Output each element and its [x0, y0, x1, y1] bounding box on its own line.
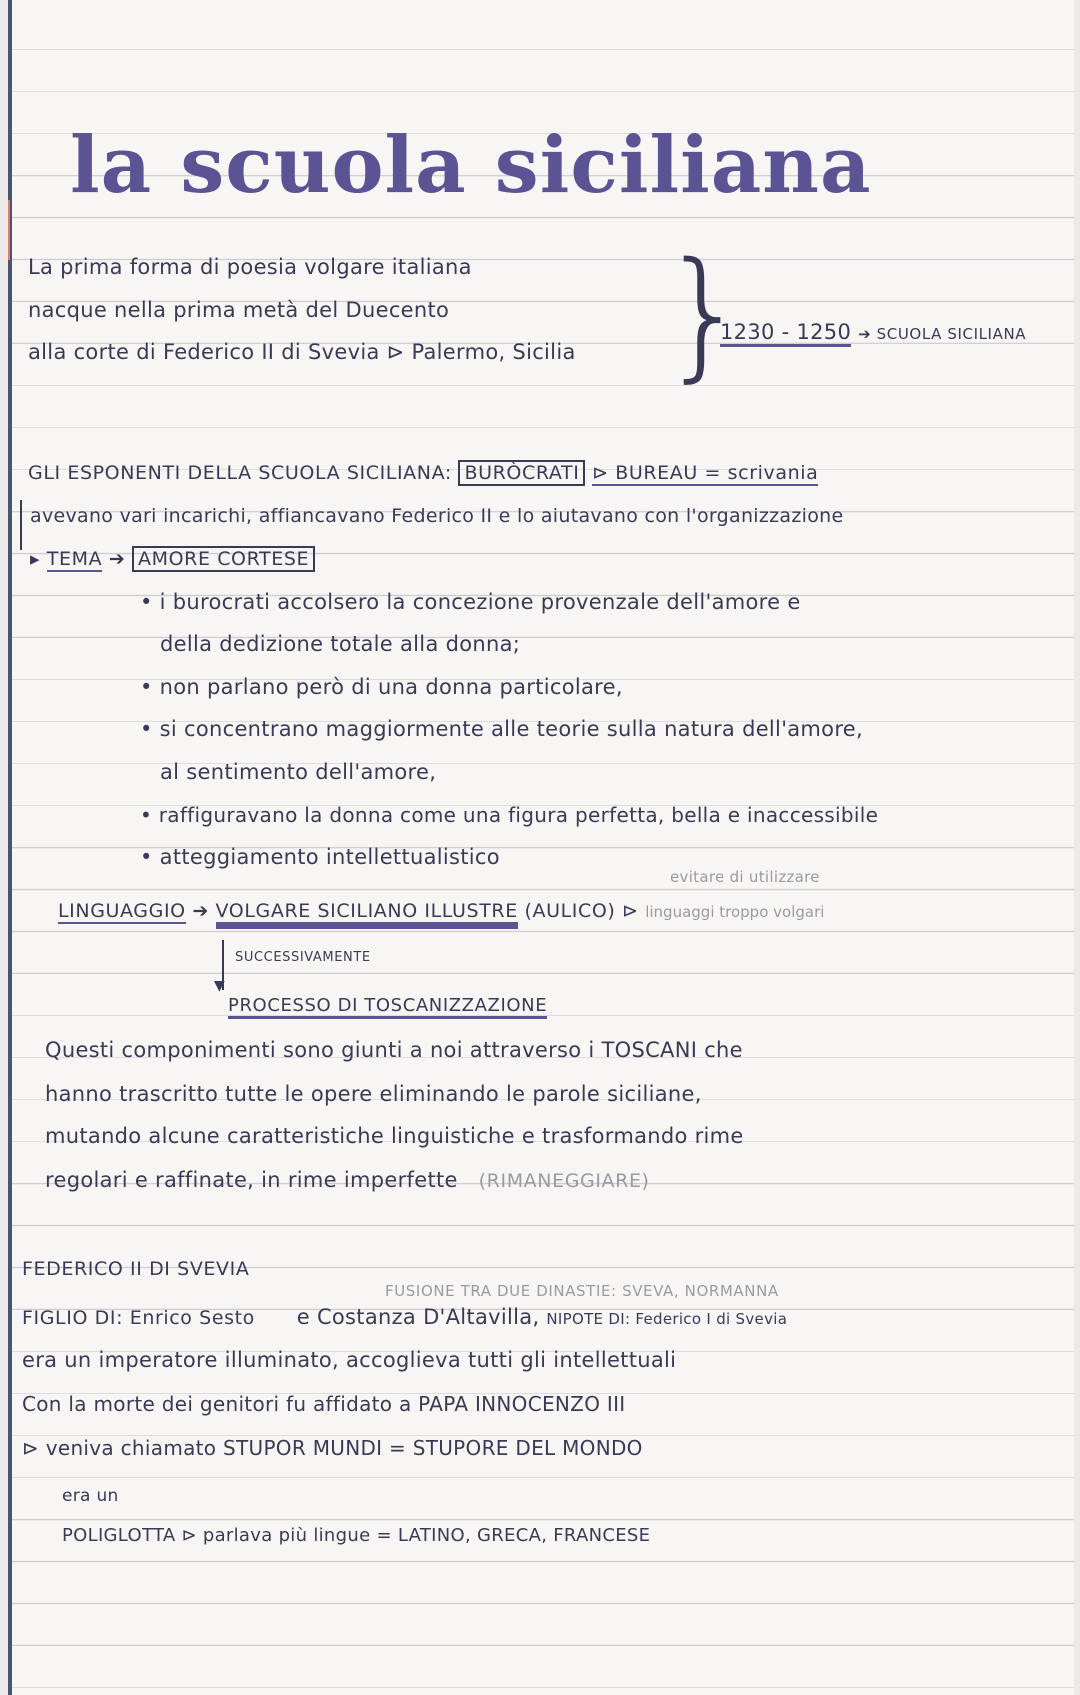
intro-line: nacque nella prima metà del Duecento — [28, 298, 450, 322]
federico-line: ⊳ veniva chiamato STUPOR MUNDI = STUPORE DEL MONDO — [22, 1436, 643, 1460]
linguaggio-label: LINGUAGGIO — [58, 900, 186, 922]
toscani-line: Questi componimenti sono giunti a noi attraverso i TOSCANI che — [45, 1038, 743, 1062]
nipote-label: NIPOTE DI: Federico I di Svevia — [546, 1310, 788, 1328]
federico-line: era un — [62, 1486, 119, 1506]
figlio-label: FIGLIO DI: Enrico Sesto — [22, 1307, 255, 1329]
amore-cortese-box: AMORE CORTESE — [132, 546, 315, 572]
tema-bullet: al sentimento dell'amore, — [160, 760, 437, 784]
successivamente-label: SUCCESSIVAMENTE — [235, 950, 371, 965]
tema-bullet: della dedizione totale alla donna; — [160, 632, 521, 656]
tema-bullet: • non parlano però di una donna particolare, — [140, 675, 623, 699]
esponenti-heading: GLI ESPONENTI DELLA SCUOLA SICILIANA: — [28, 462, 452, 484]
bureau-etymology: ⊳ BUREAU = scrivania — [592, 462, 819, 484]
page-title: la scuola siciliana — [70, 120, 872, 211]
brace-icon: } — [660, 233, 750, 396]
scuola-label: ➔ SCUOLA SICILIANA — [858, 325, 1027, 343]
toscani-line: regolari e raffinate, in rime imperfette — [45, 1168, 458, 1192]
intro-line: alla corte di Federico II di Svevia ⊳ Palermo, Sicilia — [28, 340, 576, 364]
tema-bullet: • i burocrati accolsero la concezione provenzale dell'amore e — [140, 590, 801, 614]
toscani-line: mutando alcune caratteristiche linguistiche e trasformando rime — [45, 1124, 744, 1148]
margin-mark — [8, 200, 10, 260]
tema-label: TEMA — [46, 548, 103, 570]
burocrati-box: BURÒCRATI — [458, 460, 585, 486]
tema-bullet: • atteggiamento intellettualistico — [140, 845, 500, 869]
aulico-label: (AULICO) ⊳ — [524, 900, 639, 922]
tema-bullet: • raffiguravano la donna come una figura perfetta, bella e inaccessibile — [140, 803, 879, 827]
linguaggio-note: evitare di utilizzare — [670, 868, 820, 886]
processo-label: PROCESSO DI TOSCANIZZAZIONE — [228, 995, 547, 1019]
esponenti-description: avevano vari incarichi, affiancavano Federico II e lo aiutavano con l'organizzazione — [30, 505, 844, 527]
tema-bullet: • si concentrano maggiormente alle teorie sulla natura dell'amore, — [140, 717, 864, 741]
federico-line: POLIGLOTTA ⊳ parlava più lingue = LATINO, GRECA, FRANCESE — [62, 1525, 651, 1546]
dates: 1230 - 1250 — [720, 320, 851, 347]
federico-heading: FEDERICO II DI SVEVIA — [22, 1258, 250, 1280]
fusione-note: FUSIONE TRA DUE DINASTIE: SVEVA, NORMANNA — [385, 1282, 779, 1300]
bracket-line — [20, 500, 22, 550]
toscani-line: hanno trascritto tutte le opere eliminando le parole siciliane, — [45, 1082, 702, 1106]
federico-line: Con la morte dei genitori fu affidato a PAPA INNOCENZO III — [22, 1392, 626, 1416]
linguaggio-value: VOLGARE SICILIANO ILLUSTRE — [216, 900, 518, 929]
intro-line: La prima forma di poesia volgare italiana — [28, 255, 472, 279]
madre-label: e Costanza D'Altavilla — [296, 1305, 533, 1329]
rimaneggiare-note: (RIMANEGGIARE) — [478, 1170, 650, 1192]
arrow-down-icon: ▼ — [214, 978, 226, 994]
linguaggio-note: linguaggi troppo volgari — [645, 903, 825, 921]
federico-line: era un imperatore illuminato, accoglieva tutti gli intellettuali — [22, 1348, 677, 1372]
